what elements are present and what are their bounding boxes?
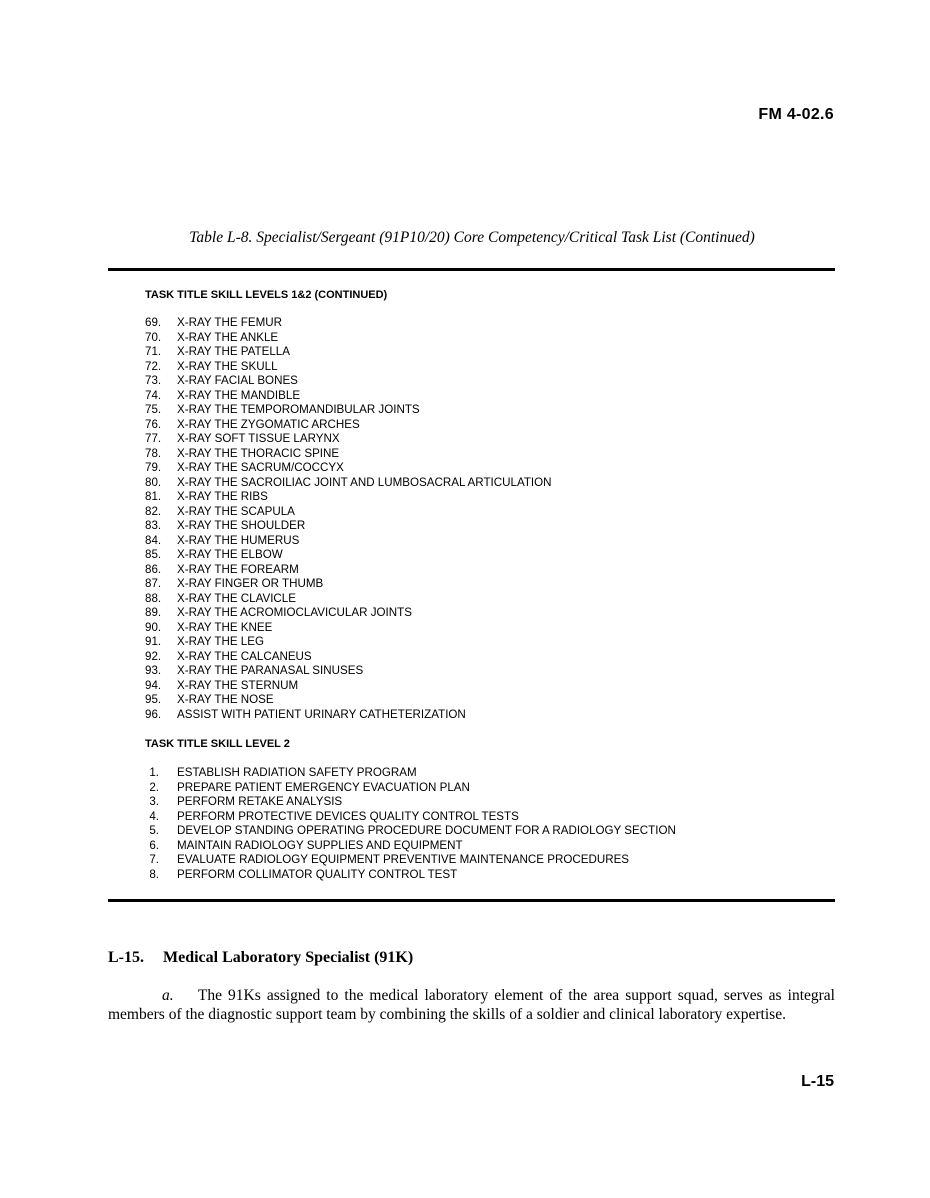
task-number: 1. [149, 766, 159, 779]
task-number: 85. [145, 548, 162, 562]
task-title: X-RAY THE SACRUM/COCCYX [177, 461, 344, 475]
task-title: X-RAY THE CLAVICLE [177, 591, 296, 605]
task-number: 8. [149, 867, 159, 881]
task-list-item [145, 693, 552, 708]
task-number: 6. [149, 838, 159, 852]
task-title: X-RAY THE TEMPOROMANDIBULAR JOINTS [177, 403, 420, 417]
task-number: 2. [149, 780, 159, 794]
task-list-item [145, 679, 552, 694]
task-list-item [145, 418, 552, 433]
task-number: 86. [145, 562, 162, 576]
section-number: L-15. [108, 949, 144, 966]
skill-level-2-task-list [145, 766, 676, 882]
task-number: 83. [145, 519, 162, 533]
task-title: X-RAY THE ELBOW [177, 548, 283, 562]
task-list-item [145, 331, 552, 346]
task-title: X-RAY THE MANDIBLE [177, 388, 301, 402]
task-list-item [145, 664, 552, 679]
task-title: X-RAY FACIAL BONES [177, 374, 298, 388]
section-title: Medical Laboratory Specialist (91K) [163, 949, 414, 966]
task-number: 90. [145, 620, 162, 634]
task-number: 89. [145, 606, 162, 620]
task-number: 81. [145, 490, 162, 504]
page-number: L-15 [801, 1073, 834, 1090]
task-title: X-RAY THE HUMERUS [177, 533, 300, 547]
task-number: 88. [145, 591, 162, 605]
task-title: X-RAY THE ZYGOMATIC ARCHES [177, 417, 360, 431]
task-number: 94. [145, 678, 162, 692]
task-list-item [145, 650, 552, 665]
task-list-item [145, 476, 552, 491]
task-title: X-RAY THE SACROILIAC JOINT AND LUMBOSACRAL ARTICULATION [177, 475, 552, 489]
task-list-item [145, 708, 552, 723]
task-title: X-RAY THE ACROMIOCLAVICULAR JOINTS [177, 606, 412, 620]
task-list-item [145, 432, 552, 447]
table-caption: Table L-8. Specialist/Sergeant (91P10/20) Core Competency/Critical Task List (Continued) [189, 229, 755, 246]
task-title: X-RAY THE THORACIC SPINE [177, 446, 340, 460]
task-list-item [145, 621, 552, 636]
task-number: 78. [145, 446, 162, 460]
skill-levels-1-2-task-list [145, 316, 552, 722]
task-number: 80. [145, 475, 162, 489]
task-number: 7. [149, 853, 159, 867]
task-title: X-RAY THE NOSE [177, 693, 274, 707]
task-list-item [145, 781, 676, 796]
task-title: X-RAY THE SHOULDER [177, 519, 306, 533]
task-number: 77. [145, 432, 162, 446]
task-title: ESTABLISH RADIATION SAFETY PROGRAM [177, 766, 417, 779]
task-list-item [145, 824, 676, 839]
task-list-item [145, 548, 552, 563]
task-title: X-RAY THE FOREARM [177, 562, 299, 576]
task-number: 91. [145, 635, 162, 649]
task-number: 73. [145, 374, 162, 388]
task-number: 92. [145, 649, 162, 663]
task-list-item [145, 519, 552, 534]
task-list-item [145, 534, 552, 549]
task-list-item [145, 795, 676, 810]
task-list-item [145, 316, 552, 331]
task-list-item [145, 868, 676, 883]
table-top-rule [108, 268, 835, 271]
task-number: 70. [145, 330, 162, 344]
task-list-item [145, 635, 552, 650]
task-title: EVALUATE RADIOLOGY EQUIPMENT PREVENTIVE MAINTENANCE PROCEDURES [177, 853, 630, 867]
task-list-item [145, 563, 552, 578]
task-list-item [145, 853, 676, 868]
task-number: 79. [145, 461, 162, 475]
task-number: 4. [149, 809, 159, 823]
task-title: X-RAY THE PARANASAL SINUSES [177, 664, 364, 678]
task-list-item [145, 577, 552, 592]
task-list-item [145, 461, 552, 476]
task-title: MAINTAIN RADIOLOGY SUPPLIES AND EQUIPMENT [177, 838, 463, 852]
task-number: 74. [145, 388, 162, 402]
task-number: 69. [145, 316, 162, 329]
task-number: 82. [145, 504, 162, 518]
task-title: DEVELOP STANDING OPERATING PROCEDURE DOCUMENT FOR A RADIOLOGY SECTION [177, 824, 676, 838]
task-list-item [145, 839, 676, 854]
task-title: X-RAY THE FEMUR [177, 316, 282, 329]
task-title: X-RAY THE STERNUM [177, 678, 299, 692]
task-list-item [145, 403, 552, 418]
task-number: 72. [145, 359, 162, 373]
task-title: X-RAY THE ANKLE [177, 330, 279, 344]
section-heading [108, 949, 413, 967]
paragraph-label: a. [162, 987, 174, 1004]
task-list-item [145, 606, 552, 621]
task-title: X-RAY THE RIBS [177, 490, 268, 504]
task-title: X-RAY SOFT TISSUE LARYNX [177, 432, 340, 446]
task-title: PERFORM COLLIMATOR QUALITY CONTROL TEST [177, 867, 458, 881]
task-list-item [145, 592, 552, 607]
task-list-item [145, 505, 552, 520]
task-title: X-RAY THE SKULL [177, 359, 278, 373]
task-number: 93. [145, 664, 162, 678]
task-title: PREPARE PATIENT EMERGENCY EVACUATION PLAN [177, 780, 470, 794]
task-number: 71. [145, 345, 162, 359]
task-list-item [145, 345, 552, 360]
task-number: 76. [145, 417, 162, 431]
task-list-item [145, 447, 552, 462]
body-paragraph [108, 986, 835, 1024]
skill-levels-1-2-heading: TASK TITLE SKILL LEVELS 1&2 (CONTINUED) [145, 289, 388, 301]
task-number: 5. [149, 824, 159, 838]
task-number: 87. [145, 577, 162, 591]
task-title: X-RAY FINGER OR THUMB [177, 577, 324, 591]
task-number: 96. [145, 707, 162, 721]
paragraph-text: The 91Ks assigned to the medical laboratory element of the area support squad, serves as integral members of the diagnostic support team by combining the skills of a soldier and clinical laboratory expertise. [108, 987, 835, 1023]
task-list-item [145, 766, 676, 781]
task-number: 84. [145, 533, 162, 547]
task-number: 95. [145, 693, 162, 707]
task-title: X-RAY THE KNEE [177, 620, 273, 634]
task-title: X-RAY THE LEG [177, 635, 264, 649]
skill-level-2-heading: TASK TITLE SKILL LEVEL 2 [145, 738, 290, 750]
task-number: 75. [145, 403, 162, 417]
task-list-item [145, 360, 552, 375]
task-title: X-RAY THE SCAPULA [177, 504, 295, 518]
task-list-item [145, 490, 552, 505]
task-list-item [145, 810, 676, 825]
task-list-item [145, 374, 552, 389]
task-title: PERFORM RETAKE ANALYSIS [177, 795, 343, 809]
document-id: FM 4-02.6 [758, 106, 834, 123]
task-number: 3. [149, 795, 159, 809]
task-title: X-RAY THE CALCANEUS [177, 649, 312, 663]
task-title: PERFORM PROTECTIVE DEVICES QUALITY CONTROL TESTS [177, 809, 519, 823]
task-title: X-RAY THE PATELLA [177, 345, 290, 359]
task-list-item [145, 389, 552, 404]
table-bottom-rule [108, 899, 835, 902]
task-title: ASSIST WITH PATIENT URINARY CATHETERIZATION [177, 707, 466, 721]
